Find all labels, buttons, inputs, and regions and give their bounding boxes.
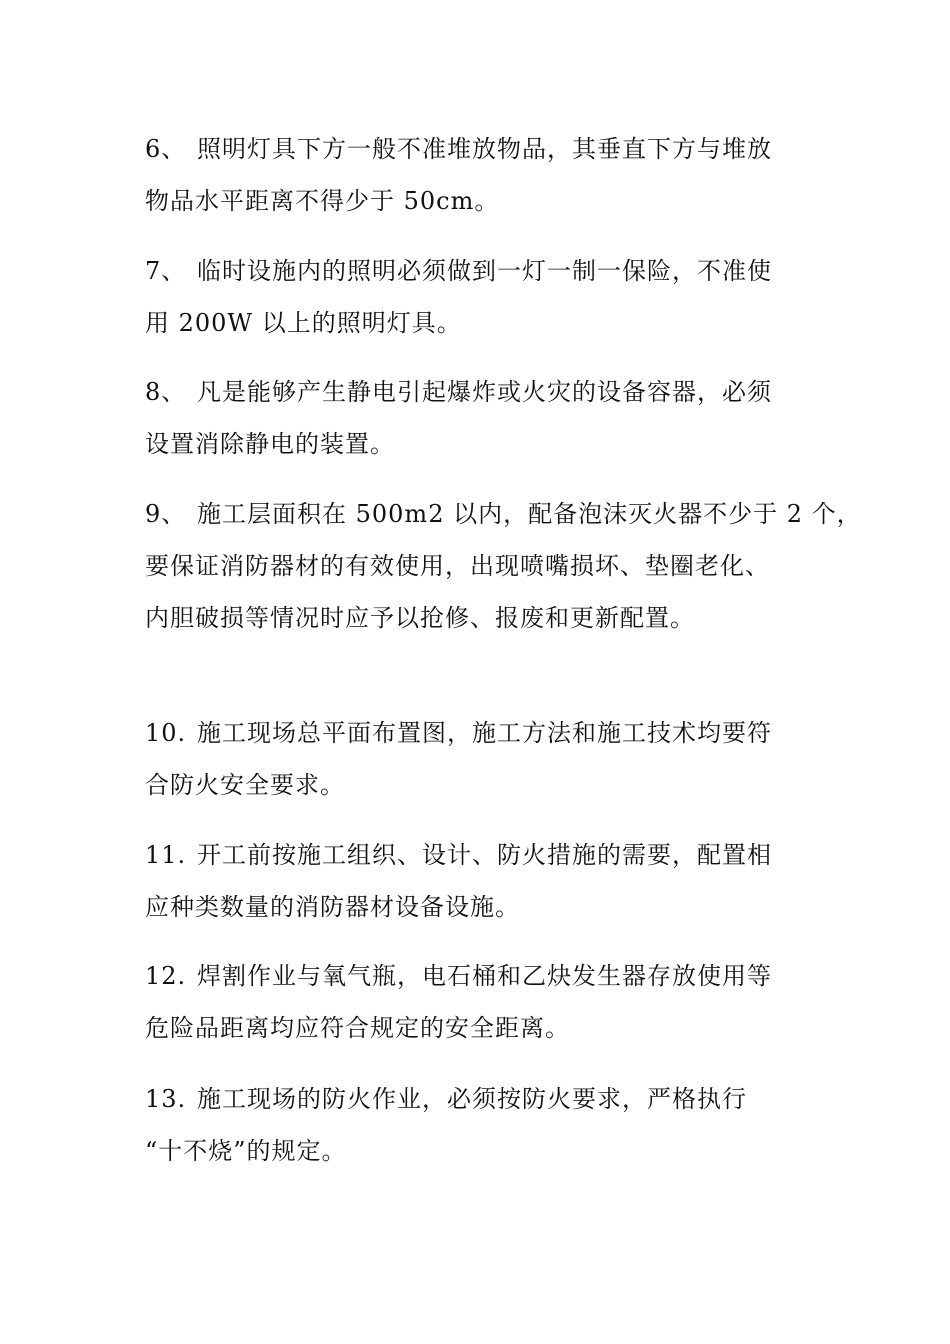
- list-item-line: “十不烧”的规定。: [145, 1137, 347, 1165]
- list-item-number: 11.: [145, 841, 187, 869]
- list-item-line: 合防火安全要求。: [145, 771, 345, 799]
- list-item-text: 临时设施内的照明必须做到一灯一制一保险，不准使: [197, 257, 772, 285]
- list-item-number: 6、: [145, 135, 187, 163]
- list-item-text: 凡是能够产生静电引起爆炸或火灾的设备容器，必须: [197, 378, 772, 406]
- list-item-number: 12.: [145, 962, 187, 990]
- list-item-line: 用 200W 以上的照明灯具。: [145, 309, 462, 337]
- list-item-line: [145, 245, 835, 297]
- list-item-line: [145, 829, 835, 881]
- list-item-line: [145, 950, 835, 1002]
- list-item-9: [145, 488, 862, 644]
- list-item-line: [145, 1073, 835, 1125]
- list-item-11: [145, 829, 835, 933]
- list-item-number: 9、: [145, 500, 187, 528]
- list-item-number: 8、: [145, 378, 187, 406]
- list-item-number: 7、: [145, 257, 187, 285]
- list-item-6: [145, 123, 835, 227]
- list-item-10: [145, 707, 835, 811]
- list-item-13: [145, 1073, 835, 1177]
- list-item-line: 设置消除静电的装置。: [145, 430, 395, 458]
- list-item-text: 施工现场总平面布置图，施工方法和施工技术均要符: [197, 719, 772, 747]
- list-item-line: 内胆破损等情况时应予以抢修、报废和更新配置。: [145, 604, 695, 632]
- list-item-number: 13.: [145, 1085, 187, 1113]
- list-item-text: 焊割作业与氧气瓶，电石桶和乙炔发生器存放使用等: [197, 962, 772, 990]
- list-item-text: 照明灯具下方一般不准堆放物品，其垂直下方与堆放: [197, 135, 772, 163]
- list-item-text: 施工现场的防火作业，必须按防火要求，严格执行: [197, 1085, 747, 1113]
- list-item-7: [145, 245, 835, 349]
- list-item-text: 开工前按施工组织、设计、防火措施的需要，配置相: [197, 841, 772, 869]
- list-item-line: 要保证消防器材的有效使用，出现喷嘴损坏、垫圈老化、: [145, 552, 770, 580]
- list-item-line: 危险品距离均应符合规定的安全距离。: [145, 1014, 570, 1042]
- list-item-12: [145, 950, 835, 1054]
- list-item-8: [145, 366, 835, 470]
- list-item-line: 应种类数量的消防器材设备设施。: [145, 893, 520, 921]
- list-item-line: 物品水平距离不得少于 50cm。: [145, 187, 500, 215]
- list-item-line: [145, 488, 862, 540]
- list-item-text: 施工层面积在 500m2 以内，配备泡沫灭火器不少于 2 个，: [197, 500, 862, 528]
- list-item-number: 10.: [145, 719, 187, 747]
- list-item-line: [145, 366, 835, 418]
- list-item-line: [145, 123, 835, 175]
- list-item-line: [145, 707, 835, 759]
